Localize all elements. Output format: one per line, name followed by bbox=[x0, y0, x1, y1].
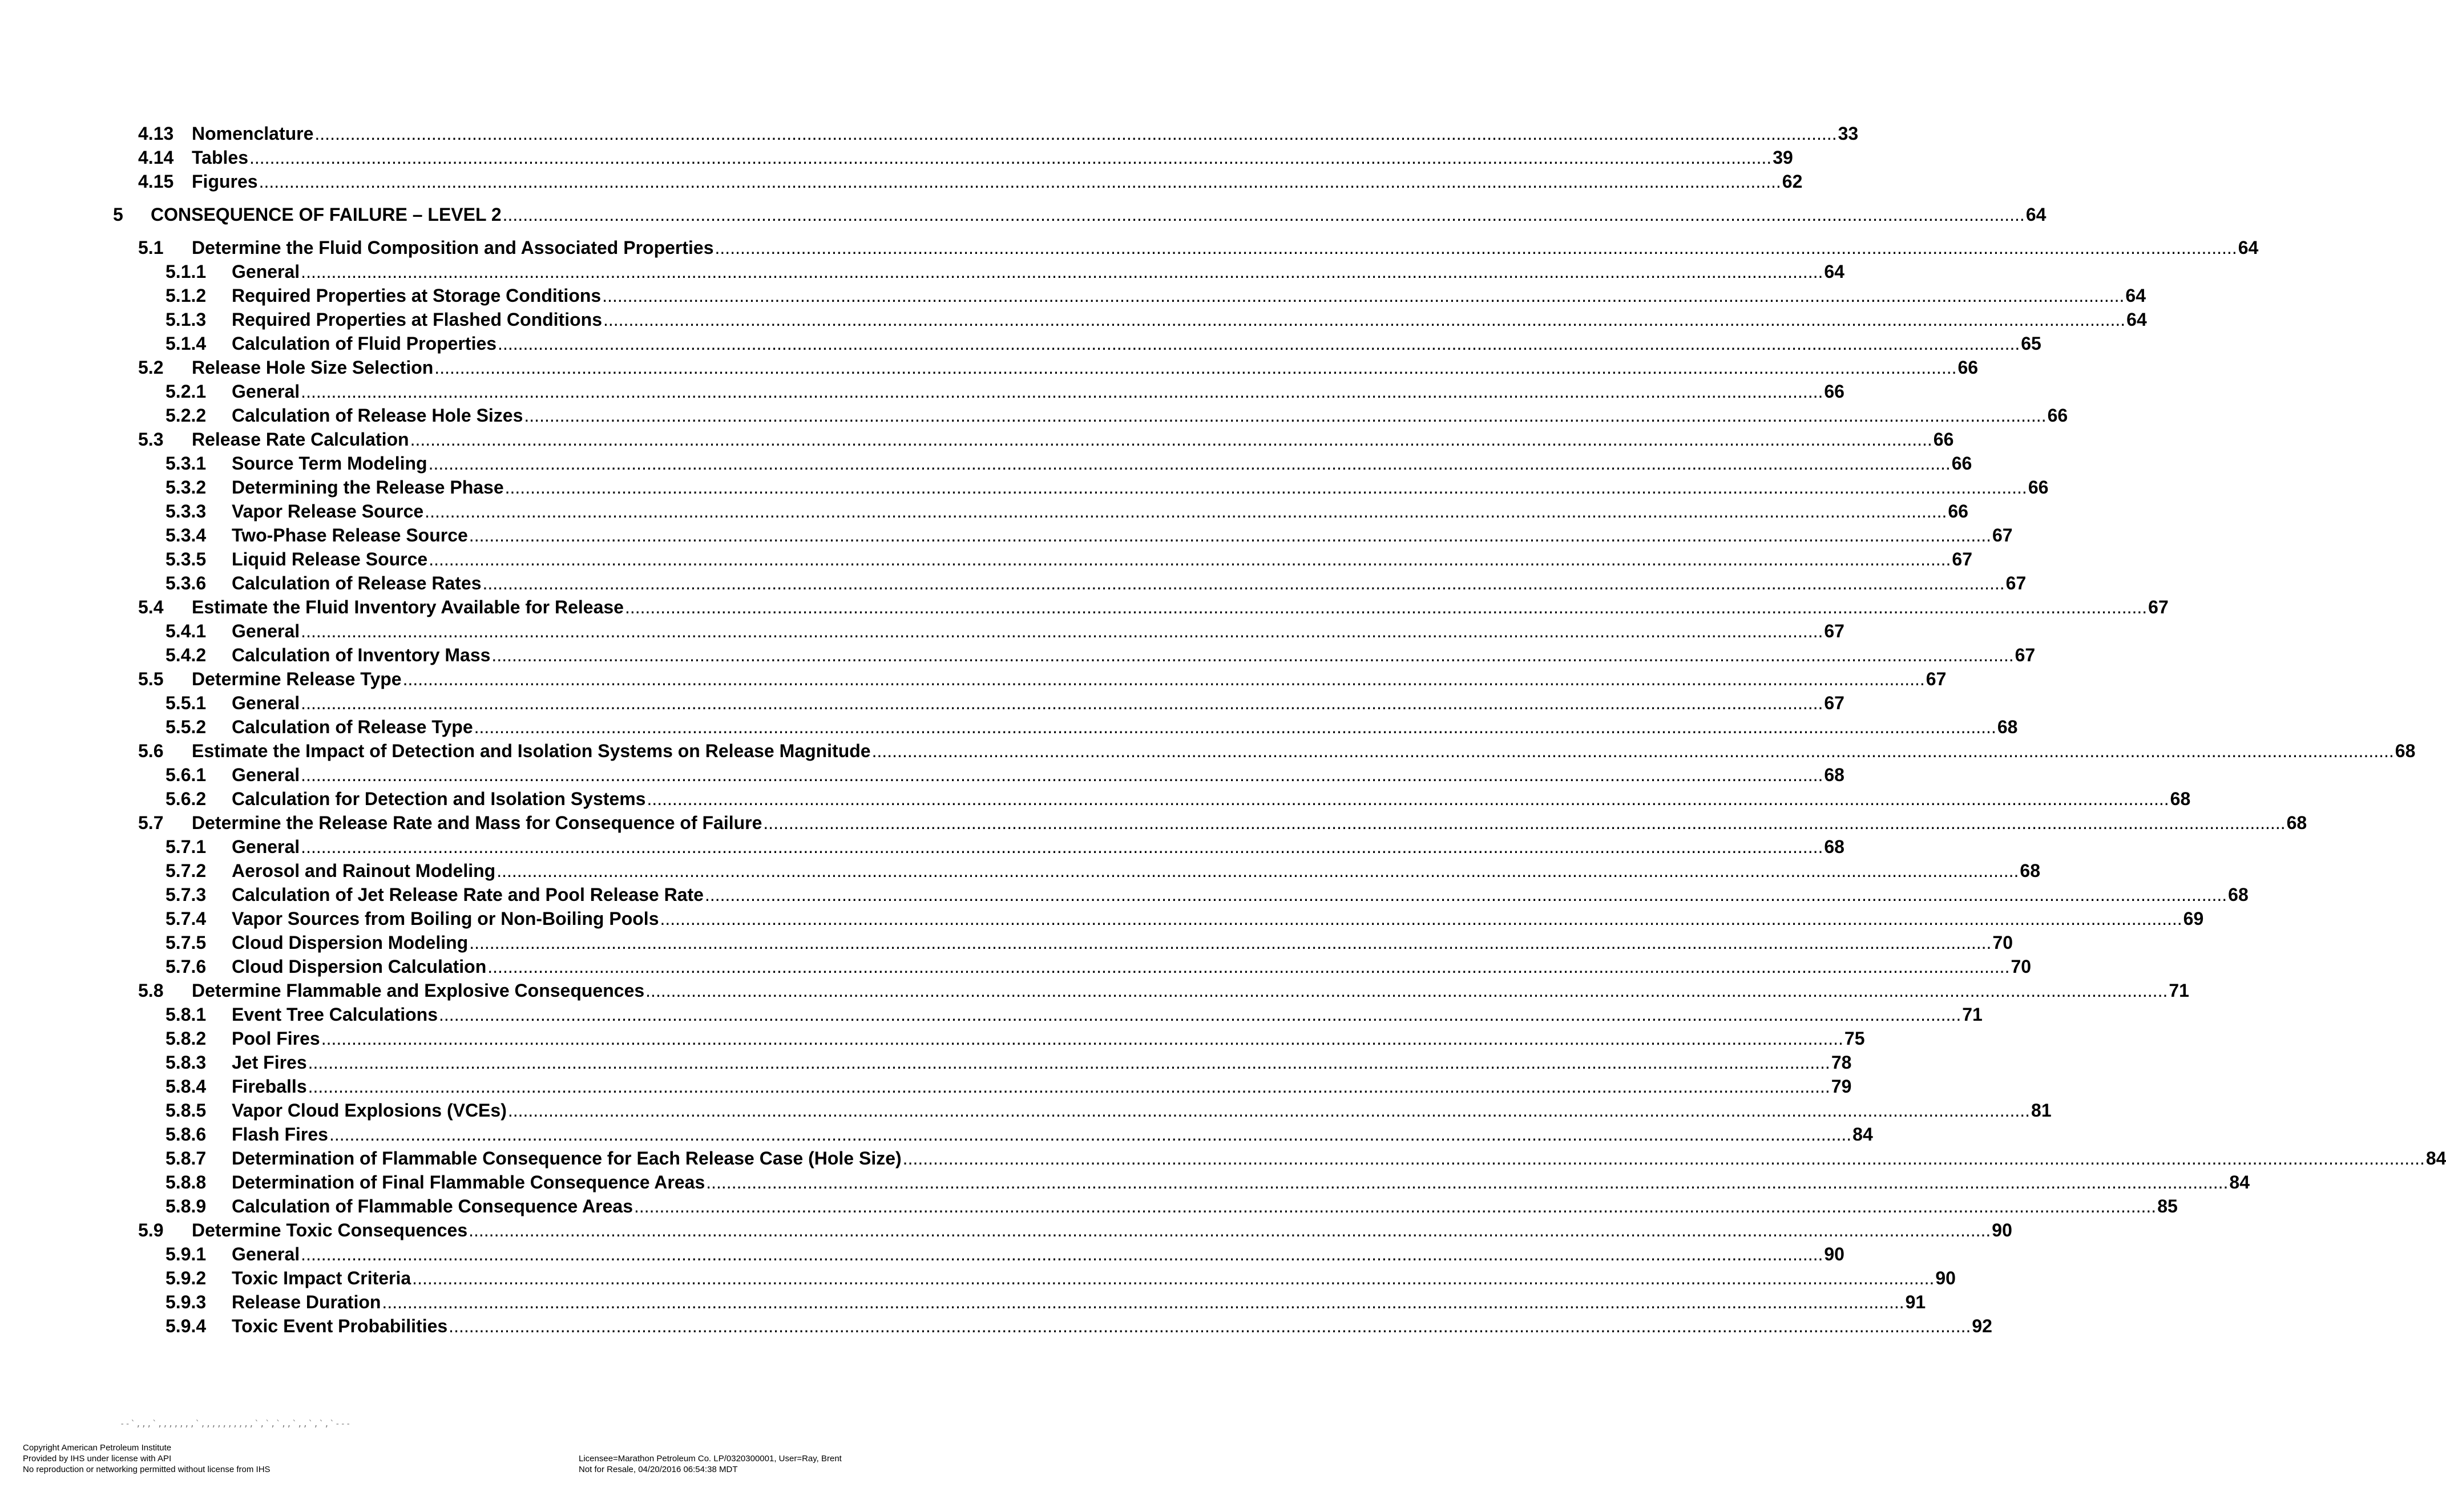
toc-dot-leader: ............................................................................................................................................................................................................................................................................................................ bbox=[301, 381, 1823, 402]
toc-entry-page: 64 bbox=[2126, 309, 2147, 330]
footer-line: No reproduction or networking permitted without license from IHS bbox=[23, 1465, 271, 1474]
toc-entry-number: 5.8.8 bbox=[166, 1172, 207, 1192]
toc-entry-title: General bbox=[232, 836, 300, 857]
toc-entry-page: 90 bbox=[1824, 1244, 1844, 1264]
toc-entry[interactable] bbox=[0, 379, 1844, 404]
toc-entry-title: Aerosol and Rainout Modeling bbox=[232, 860, 496, 881]
toc-entry-page: 90 bbox=[1935, 1268, 1956, 1288]
toc-entry-number: 5.3.3 bbox=[166, 501, 207, 521]
toc-entry-page: 62 bbox=[1782, 171, 1803, 192]
toc-dot-leader: ............................................................................................................................................................................................................................................................................................................ bbox=[487, 956, 2010, 977]
toc-entry-title: Calculation of Release Rates bbox=[232, 573, 482, 593]
toc-entry-page: 66 bbox=[1957, 357, 1979, 378]
toc-entry[interactable] bbox=[0, 1050, 1852, 1075]
toc-dot-leader: ............................................................................................................................................................................................................................................................................................................ bbox=[382, 1292, 1904, 1312]
toc-entry-number: 5.1.1 bbox=[166, 261, 207, 282]
toc-entry-number: 5.2.1 bbox=[166, 381, 207, 402]
toc-entry-title: Fireballs bbox=[232, 1076, 307, 1097]
toc-dot-leader: ............................................................................................................................................................................................................................................................................................................ bbox=[507, 1100, 2031, 1121]
toc-entry-title: Calculation for Detection and Isolation Systems bbox=[232, 789, 646, 809]
toc-entry-title: Cloud Dispersion Modeling bbox=[232, 932, 469, 953]
toc-entry[interactable] bbox=[0, 858, 2040, 883]
toc-entry-number: 4.13 bbox=[138, 123, 174, 144]
toc-entry-title: General bbox=[232, 765, 300, 785]
toc-entry-page: 68 bbox=[1824, 836, 1844, 857]
toc-entry-number: 5.9.4 bbox=[166, 1316, 207, 1336]
toc-entry-page: 68 bbox=[2020, 860, 2040, 881]
toc-entry-page: 84 bbox=[2229, 1172, 2250, 1192]
toc-dot-leader: ............................................................................................................................................................................................................................................................................................................ bbox=[434, 357, 1957, 378]
toc-entry-page: 67 bbox=[1952, 549, 1972, 569]
toc-entry-page: 66 bbox=[2047, 405, 2068, 426]
toc-entry-title: Cloud Dispersion Calculation bbox=[232, 956, 487, 977]
toc-entry[interactable] bbox=[0, 666, 1947, 692]
toc-entry-number: 5.1.4 bbox=[166, 333, 207, 354]
footer-line: Not for Resale, 04/20/2016 06:54:38 MDT bbox=[579, 1465, 738, 1474]
toc-entry[interactable] bbox=[0, 738, 2416, 763]
toc-entry[interactable] bbox=[0, 1289, 1926, 1315]
toc-entry-number: 5.8.6 bbox=[166, 1124, 207, 1145]
toc-entry[interactable] bbox=[0, 547, 1972, 572]
toc-entry-title: Determine the Fluid Composition and Associated Properties bbox=[192, 237, 714, 258]
toc-entry[interactable] bbox=[0, 1002, 1983, 1027]
toc-entry[interactable] bbox=[0, 499, 1968, 524]
toc-entry-number: 5.9.1 bbox=[166, 1244, 207, 1264]
toc-entry-number: 5.8.3 bbox=[166, 1052, 207, 1073]
toc-entry[interactable] bbox=[0, 930, 2013, 955]
toc-entry-title: Calculation of Inventory Mass bbox=[232, 645, 491, 665]
toc-entry[interactable] bbox=[0, 762, 1844, 787]
toc-dot-leader: ............................................................................................................................................................................................................................................................................................................ bbox=[504, 477, 2027, 498]
toc-entry-number: 5.8.5 bbox=[166, 1100, 207, 1121]
toc-entry-number: 4.15 bbox=[138, 171, 174, 192]
toc-entry-page: 64 bbox=[2238, 237, 2259, 258]
toc-entry-page: 67 bbox=[1824, 693, 1844, 713]
toc-entry-number: 5.9.2 bbox=[166, 1268, 207, 1288]
toc-entry[interactable] bbox=[0, 786, 2191, 811]
toc-entry-page: 68 bbox=[1824, 765, 1844, 785]
toc-entry-title: Two-Phase Release Source bbox=[232, 525, 468, 545]
toc-entry-page: 39 bbox=[1773, 147, 1793, 168]
toc-entry[interactable] bbox=[0, 1098, 2052, 1123]
toc-entry-page: 64 bbox=[1824, 261, 1844, 282]
watermark-scribble: --`,,,`,,,,,,,`,,,,,,,,,,`,`,`,,`,,`,`,`--- bbox=[120, 1420, 352, 1429]
toc-entry[interactable] bbox=[0, 427, 1954, 452]
toc-entry-title: Flash Fires bbox=[232, 1124, 328, 1145]
toc-entry[interactable] bbox=[0, 834, 1844, 859]
toc-dot-leader: ............................................................................................................................................................................................................................................................................................................ bbox=[428, 453, 1951, 474]
toc-entry-title: Pool Fires bbox=[232, 1028, 320, 1049]
toc-dot-leader: ............................................................................................................................................................................................................................................................................................................ bbox=[524, 405, 2047, 426]
toc-entry-number: 5.6.2 bbox=[166, 789, 207, 809]
toc-entry[interactable] bbox=[0, 1218, 2012, 1243]
toc-dot-leader: ............................................................................................................................................................................................................................................................................................................ bbox=[301, 261, 1823, 282]
toc-dot-leader: ............................................................................................................................................................................................................................................................................................................ bbox=[469, 932, 1992, 953]
toc-entry[interactable] bbox=[0, 882, 2249, 907]
toc-entry-page: 85 bbox=[2157, 1196, 2178, 1216]
toc-dot-leader: ............................................................................................................................................................................................................................................................................................................ bbox=[301, 621, 1823, 641]
toc-dot-leader: ............................................................................................................................................................................................................................................................................................................ bbox=[308, 1076, 1830, 1097]
toc-entry[interactable] bbox=[0, 978, 2189, 1003]
toc-entry[interactable] bbox=[0, 1194, 2178, 1219]
toc-entry-number: 5.7 bbox=[138, 812, 164, 833]
toc-entry[interactable] bbox=[0, 202, 2047, 227]
toc-entry-title: Calculation of Flammable Consequence Areas bbox=[232, 1196, 633, 1216]
toc-entry-title: General bbox=[232, 693, 300, 713]
toc-dot-leader: ............................................................................................................................................................................................................................................................................................................ bbox=[497, 860, 2019, 881]
toc-entry-page: 81 bbox=[2031, 1100, 2052, 1121]
toc-dot-leader: ............................................................................................................................................................................................................................................................................................................ bbox=[634, 1196, 2157, 1216]
toc-entry-number: 5.9 bbox=[138, 1220, 164, 1240]
toc-entry[interactable] bbox=[0, 1026, 1865, 1051]
toc-dot-leader: ............................................................................................................................................................................................................................................................................................................ bbox=[474, 717, 1996, 737]
toc-entry-title: Release Duration bbox=[232, 1292, 381, 1312]
toc-entry[interactable] bbox=[0, 307, 2147, 332]
toc-entry-number: 5.3 bbox=[138, 429, 164, 450]
toc-entry-title: Figures bbox=[192, 171, 258, 192]
toc-entry-title: General bbox=[232, 1244, 300, 1264]
toc-entry-page: 71 bbox=[2169, 980, 2189, 1001]
toc-entry[interactable] bbox=[0, 1170, 2250, 1195]
toc-entry-number: 5.3.5 bbox=[166, 549, 207, 569]
toc-entry-title: Determining the Release Phase bbox=[232, 477, 504, 498]
toc-entry-page: 69 bbox=[2183, 908, 2204, 929]
toc-entry-number: 5.1 bbox=[138, 237, 164, 258]
toc-entry[interactable] bbox=[0, 121, 1859, 146]
toc-dot-leader: ............................................................................................................................................................................................................................................................................................................ bbox=[647, 789, 2169, 809]
toc-dot-leader: ............................................................................................................................................................................................................................................................................................................ bbox=[412, 1268, 1935, 1288]
toc-entry-title: Toxic Event Probabilities bbox=[232, 1316, 448, 1336]
toc-entry-number: 5.8.9 bbox=[166, 1196, 207, 1216]
toc-entry-title: Release Rate Calculation bbox=[192, 429, 409, 450]
toc-entry-page: 84 bbox=[2425, 1148, 2446, 1169]
toc-entry-page: 70 bbox=[2011, 956, 2032, 977]
toc-dot-leader: ............................................................................................................................................................................................................................................................................................................ bbox=[329, 1124, 1852, 1145]
toc-entry-number: 5.3.4 bbox=[166, 525, 207, 545]
toc-entry-number: 5.2.2 bbox=[166, 405, 207, 426]
toc-entry[interactable] bbox=[0, 403, 2068, 428]
toc-entry-number: 5.3.2 bbox=[166, 477, 207, 498]
toc-dot-leader: ............................................................................................................................................................................................................................................................................................................ bbox=[602, 285, 2125, 306]
toc-entry-page: 79 bbox=[1831, 1076, 1852, 1097]
toc-dot-leader: ............................................................................................................................................................................................................................................................................................................ bbox=[902, 1148, 2425, 1169]
toc-entry-number: 5.8.4 bbox=[166, 1076, 207, 1097]
toc-dot-leader: ............................................................................................................................................................................................................................................................................................................ bbox=[871, 741, 2394, 761]
toc-dot-leader: ............................................................................................................................................................................................................................................................................................................ bbox=[425, 501, 1947, 521]
toc-dot-leader: ............................................................................................................................................................................................................................................................................................................ bbox=[715, 237, 2237, 258]
toc-entry-title: Event Tree Calculations bbox=[232, 1004, 438, 1025]
toc-entry-title: Source Term Modeling bbox=[232, 453, 427, 474]
toc-dot-leader: ............................................................................................................................................................................................................................................................................................................ bbox=[314, 123, 1837, 144]
toc-dot-leader: ............................................................................................................................................................................................................................................................................................................ bbox=[402, 669, 1925, 689]
toc-entry[interactable] bbox=[0, 1074, 1852, 1099]
toc-entry-page: 92 bbox=[1972, 1316, 1992, 1336]
toc-entry-title: Vapor Sources from Boiling or Non-Boiling Pools bbox=[232, 908, 659, 929]
toc-entry[interactable] bbox=[0, 451, 1972, 476]
toc-entry-page: 90 bbox=[1992, 1220, 2012, 1240]
toc-entry-number: 5.7.4 bbox=[166, 908, 207, 929]
toc-entry-title: Calculation of Jet Release Rate and Pool Release Rate bbox=[232, 884, 704, 905]
toc-entry-number: 5.5.2 bbox=[166, 717, 207, 737]
toc-entry-number: 5.3.1 bbox=[166, 453, 207, 474]
toc-entry[interactable] bbox=[0, 571, 2027, 596]
toc-dot-leader: ............................................................................................................................................................................................................................................................................................................ bbox=[439, 1004, 1961, 1025]
toc-entry-page: 33 bbox=[1838, 123, 1859, 144]
toc-dot-leader: ............................................................................................................................................................................................................................................................................................................ bbox=[706, 1172, 2229, 1192]
toc-entry-page: 71 bbox=[1962, 1004, 1983, 1025]
toc-entry-number: 5.5.1 bbox=[166, 693, 207, 713]
toc-entry-page: 66 bbox=[1951, 453, 1972, 474]
toc-entry-number: 5.7.1 bbox=[166, 836, 207, 857]
toc-entry-page: 67 bbox=[1824, 621, 1844, 641]
toc-dot-leader: ............................................................................................................................................................................................................................................................................................................ bbox=[645, 980, 2168, 1001]
toc-entry-number: 4.14 bbox=[138, 147, 174, 168]
toc-entry-page: 68 bbox=[2395, 741, 2416, 761]
toc-entry-title: General bbox=[232, 381, 300, 402]
toc-entry-page: 84 bbox=[1852, 1124, 1873, 1145]
toc-entry[interactable] bbox=[0, 331, 2041, 356]
toc-entry-page: 70 bbox=[1992, 932, 2013, 953]
toc-entry-number: 5.8 bbox=[138, 980, 164, 1001]
toc-entry[interactable] bbox=[0, 642, 2036, 668]
toc-entry[interactable] bbox=[0, 1122, 1873, 1147]
toc-dot-leader: ............................................................................................................................................................................................................................................................................................................ bbox=[502, 204, 2025, 225]
toc-entry-number: 5.6 bbox=[138, 741, 164, 761]
footer-line: Licensee=Marathon Petroleum Co. LP/0320300001, User=Ray, Brent bbox=[579, 1454, 842, 1464]
toc-entry-number: 5.5 bbox=[138, 669, 164, 689]
toc-entry-number: 5.4 bbox=[138, 597, 164, 617]
toc-dot-leader: ............................................................................................................................................................................................................................................................................................................ bbox=[491, 645, 2014, 665]
toc-entry[interactable] bbox=[0, 714, 2018, 739]
toc-entry-number: 5 bbox=[113, 204, 123, 225]
toc-dot-leader: ............................................................................................................................................................................................................................................................................................................ bbox=[624, 597, 2148, 617]
toc-entry[interactable] bbox=[0, 690, 1844, 715]
toc-entry-title: Determine Flammable and Explosive Consequences bbox=[192, 980, 645, 1001]
toc-dot-leader: ............................................................................................................................................................................................................................................................................................................ bbox=[482, 573, 2005, 593]
toc-dot-leader: ............................................................................................................................................................................................................................................................................................................ bbox=[498, 333, 2020, 354]
toc-entry-title: Determination of Flammable Consequence for Each Release Case (Hole Size) bbox=[232, 1148, 902, 1169]
toc-entry-page: 67 bbox=[1926, 669, 1947, 689]
toc-entry-title: Calculation of Release Hole Sizes bbox=[232, 405, 523, 426]
toc-entry-title: Tables bbox=[192, 147, 248, 168]
toc-entry-title: Vapor Release Source bbox=[232, 501, 424, 521]
toc-dot-leader: ............................................................................................................................................................................................................................................................................................................ bbox=[410, 429, 1932, 450]
toc-entry-page: 78 bbox=[1831, 1052, 1852, 1073]
toc-entry-page: 66 bbox=[1824, 381, 1844, 402]
toc-entry-page: 64 bbox=[2025, 204, 2047, 225]
toc-entry-page: 68 bbox=[2286, 812, 2307, 833]
toc-entry[interactable] bbox=[0, 1313, 1992, 1339]
toc-entry[interactable] bbox=[0, 1242, 1844, 1267]
toc-entry-number: 5.4.2 bbox=[166, 645, 207, 665]
toc-entry[interactable] bbox=[0, 259, 1844, 284]
footer-license bbox=[579, 1453, 842, 1475]
toc-dot-leader: ............................................................................................................................................................................................................................................................................................................ bbox=[301, 1244, 1823, 1264]
toc-dot-leader: ............................................................................................................................................................................................................................................................................................................ bbox=[429, 549, 1951, 569]
toc-entry-number: 5.1.3 bbox=[166, 309, 207, 330]
toc-entry-page: 66 bbox=[1948, 501, 1968, 521]
toc-entry-title: General bbox=[232, 621, 300, 641]
toc-entry[interactable] bbox=[0, 145, 1793, 170]
toc-entry-title: Required Properties at Storage Conditions bbox=[232, 285, 602, 306]
toc-entry-number: 5.6.1 bbox=[166, 765, 207, 785]
toc-entry-title: Release Hole Size Selection bbox=[192, 357, 434, 378]
toc-entry[interactable] bbox=[0, 1266, 1956, 1291]
toc-entry-title: Jet Fires bbox=[232, 1052, 307, 1073]
toc-entry-number: 5.2 bbox=[138, 357, 164, 378]
toc-dot-leader: ............................................................................................................................................................................................................................................................................................................ bbox=[763, 812, 2286, 833]
toc-entry-title: Estimate the Fluid Inventory Available for Release bbox=[192, 597, 624, 617]
toc-dot-leader: ............................................................................................................................................................................................................................................................................................................ bbox=[469, 1220, 1991, 1240]
footer-copyright bbox=[23, 1442, 271, 1475]
toc-entry-page: 67 bbox=[2148, 597, 2169, 617]
toc-entry-page: 75 bbox=[1844, 1028, 1865, 1049]
toc-dot-leader: ............................................................................................................................................................................................................................................................................................................ bbox=[449, 1316, 1971, 1336]
toc-entry-page: 66 bbox=[1933, 429, 1954, 450]
toc-entry-page: 91 bbox=[1905, 1292, 1926, 1312]
footer-line: Provided by IHS under license with API bbox=[23, 1454, 172, 1464]
toc-entry[interactable] bbox=[0, 906, 2204, 931]
toc-entry-title: Nomenclature bbox=[192, 123, 314, 144]
toc-entry-number: 5.8.7 bbox=[166, 1148, 207, 1169]
toc-entry-title: General bbox=[232, 261, 300, 282]
toc-entry-page: 67 bbox=[2005, 573, 2027, 593]
toc-dot-leader: ............................................................................................................................................................................................................................................................................................................ bbox=[301, 765, 1823, 785]
toc-entry[interactable] bbox=[0, 1146, 2446, 1171]
toc-entry-page: 66 bbox=[2028, 477, 2049, 498]
toc-dot-leader: ............................................................................................................................................................................................................................................................................................................ bbox=[469, 525, 1991, 545]
toc-entry-title: Determine the Release Rate and Mass for Consequence of Failure bbox=[192, 812, 762, 833]
toc-entry[interactable] bbox=[0, 810, 2307, 835]
toc-entry[interactable] bbox=[0, 235, 2259, 260]
toc-entry[interactable] bbox=[0, 595, 2169, 620]
toc-entry-number: 5.8.1 bbox=[166, 1004, 207, 1025]
toc-dot-leader: ............................................................................................................................................................................................................................................................................................................ bbox=[259, 171, 1781, 192]
toc-entry[interactable] bbox=[0, 283, 2146, 308]
toc-entry-number: 5.3.6 bbox=[166, 573, 207, 593]
toc-entry-page: 65 bbox=[2021, 333, 2041, 354]
toc-entry-title: Toxic Impact Criteria bbox=[232, 1268, 411, 1288]
toc-entry-number: 5.7.5 bbox=[166, 932, 207, 953]
toc-entry-number: 5.4.1 bbox=[166, 621, 207, 641]
toc-entry-page: 67 bbox=[2015, 645, 2036, 665]
toc-entry-title: CONSEQUENCE OF FAILURE – LEVEL 2 bbox=[151, 204, 502, 225]
toc-entry-page: 64 bbox=[2125, 285, 2146, 306]
toc-entry-number: 5.9.3 bbox=[166, 1292, 207, 1312]
toc-entry-number: 5.1.2 bbox=[166, 285, 207, 306]
toc-entry-number: 5.7.6 bbox=[166, 956, 207, 977]
toc-entry-title: Estimate the Impact of Detection and Isolation Systems on Release Magnitude bbox=[192, 741, 871, 761]
toc-entry-title: Determination of Final Flammable Consequence Areas bbox=[232, 1172, 705, 1192]
toc-dot-leader: ............................................................................................................................................................................................................................................................................................................ bbox=[704, 884, 2227, 905]
toc-entry-number: 5.7.3 bbox=[166, 884, 207, 905]
toc-entry-title: Liquid Release Source bbox=[232, 549, 428, 569]
toc-dot-leader: ............................................................................................................................................................................................................................................................................................................ bbox=[308, 1052, 1830, 1073]
toc-dot-leader: ............................................................................................................................................................................................................................................................................................................ bbox=[660, 908, 2182, 929]
toc-entry-title: Determine Toxic Consequences bbox=[192, 1220, 468, 1240]
toc-entry-page: 67 bbox=[1992, 525, 2013, 545]
toc-dot-leader: ............................................................................................................................................................................................................................................................................................................ bbox=[603, 309, 2126, 330]
toc-dot-leader: ............................................................................................................................................................................................................................................................................................................ bbox=[249, 147, 1772, 168]
toc-dot-leader: ............................................................................................................................................................................................................................................................................................................ bbox=[301, 693, 1823, 713]
toc-entry-title: Determine Release Type bbox=[192, 669, 402, 689]
toc-entry-number: 5.7.2 bbox=[166, 860, 207, 881]
toc-entry[interactable] bbox=[0, 475, 2049, 500]
toc-entry-title: Vapor Cloud Explosions (VCEs) bbox=[232, 1100, 507, 1121]
toc-entry-page: 68 bbox=[2170, 789, 2191, 809]
toc-entry-title: Required Properties at Flashed Conditions bbox=[232, 309, 602, 330]
toc-entry[interactable] bbox=[0, 618, 1844, 644]
toc-entry-title: Calculation of Release Type bbox=[232, 717, 473, 737]
toc-dot-leader: ............................................................................................................................................................................................................................................................................................................ bbox=[321, 1028, 1843, 1049]
footer-line: Copyright American Petroleum Institute bbox=[23, 1443, 172, 1453]
toc-entry[interactable] bbox=[0, 169, 1803, 194]
toc-entry-page: 68 bbox=[1997, 717, 2018, 737]
toc-dot-leader: ............................................................................................................................................................................................................................................................................................................ bbox=[301, 836, 1823, 857]
toc-entry-page: 68 bbox=[2228, 884, 2249, 905]
toc-entry-title: Calculation of Fluid Properties bbox=[232, 333, 497, 354]
toc-entry[interactable] bbox=[0, 954, 2032, 979]
toc-entry[interactable] bbox=[0, 523, 2013, 548]
toc-entry-number: 5.8.2 bbox=[166, 1028, 207, 1049]
toc-entry[interactable] bbox=[0, 355, 1979, 380]
